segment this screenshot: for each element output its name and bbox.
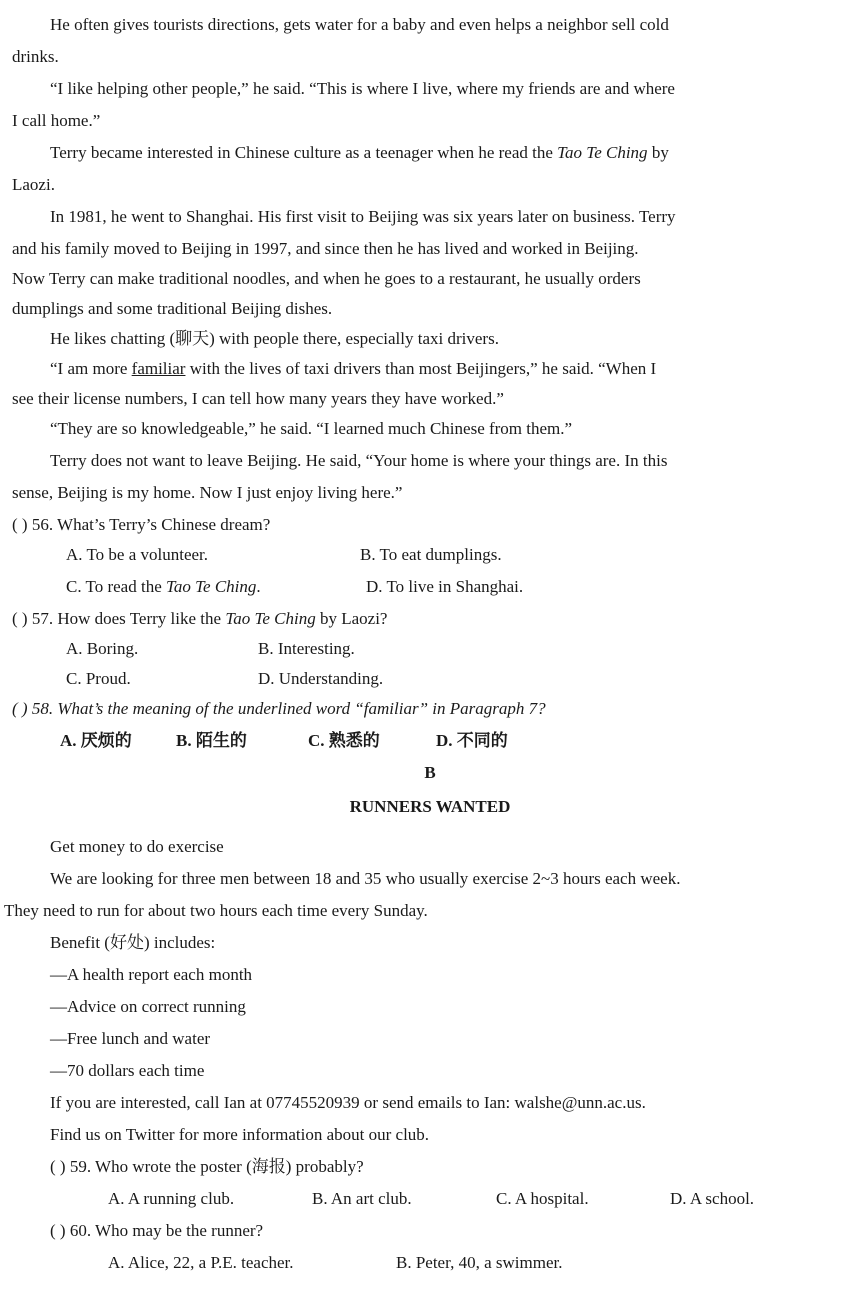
poster-line: If you are interested, call Ian at 07745520939 or send emails to Ian: walshe@unn.ac.us.: [50, 1093, 646, 1112]
passage-line: sense, Beijing is my home. Now I just enjoy living here.”: [12, 483, 403, 502]
question-58: [12, 698, 546, 720]
passage-line: He likes chatting (聊天) with people there, especially taxi drivers.: [50, 329, 499, 348]
option-b[interactable]: B. 陌生的: [176, 731, 247, 750]
poster-line: Find us on Twitter for more information about our club.: [50, 1125, 430, 1144]
passage-line: He often gives tourists directions, gets water for a baby and even helps a neighbor sell cold: [50, 15, 669, 34]
poster-line: We are looking for three men between 18 and 35 who usually exercise 2~3 hours each week.: [50, 869, 681, 888]
passage-line: “They are so knowledgeable,” he said. “I learned much Chinese from them.”: [50, 419, 573, 438]
option-d[interactable]: D. Understanding.: [258, 669, 384, 688]
answer-blank[interactable]: ( ) 57.: [12, 609, 54, 628]
answer-blank[interactable]: ( ) 60.: [50, 1221, 92, 1240]
section-letter: B: [424, 763, 436, 782]
passage-line: Now Terry can make traditional noodles, and when he goes to a restaurant, he usually orders: [12, 269, 641, 288]
book-title: Tao Te Ching: [557, 143, 648, 162]
question-text: How does Terry like the: [57, 609, 226, 628]
book-title: Tao Te Ching: [166, 577, 257, 596]
passage-line: and his family moved to Beijing in 1997, and since then he has lived and worked in Beijing.: [12, 239, 639, 258]
passage-line: see their license numbers, I can tell how many years they have worked.”: [12, 389, 504, 408]
option-c[interactable]: C. 熟悉的: [308, 731, 380, 750]
passage-line: [50, 358, 656, 380]
poster-line: They need to run for about two hours each time every Sunday.: [4, 901, 428, 920]
poster-line: Benefit (好处) includes:: [50, 933, 216, 952]
section-title: RUNNERS WANTED: [349, 797, 511, 816]
option-b[interactable]: B. An art club.: [312, 1189, 412, 1208]
text-segment: by: [647, 143, 669, 162]
passage-line: In 1981, he went to Shanghai. His first visit to Beijing was six years later on business. Terry: [50, 207, 676, 226]
question-text: by Laozi?: [315, 609, 388, 628]
passage-line: I call home.”: [12, 111, 101, 130]
option-a[interactable]: A. Boring.: [66, 639, 139, 658]
question-59: [50, 1156, 364, 1178]
underlined-word: familiar: [131, 359, 186, 378]
answer-blank[interactable]: ( ) 56.: [12, 515, 54, 534]
benefit-item: —Free lunch and water: [50, 1029, 211, 1048]
answer-blank[interactable]: ( ) 59.: [50, 1157, 92, 1176]
option-a[interactable]: A. A running club.: [108, 1189, 235, 1208]
option-b[interactable]: B. To eat dumplings.: [360, 545, 502, 564]
option-c[interactable]: [66, 576, 261, 598]
text-segment: C. To read the: [66, 577, 166, 596]
text-segment: with the lives of taxi drivers than most Beijingers,” he said. “When I: [185, 359, 657, 378]
question-text: Who may be the runner?: [95, 1221, 264, 1240]
passage-line: “I like helping other people,” he said. “This is where I live, where my friends are and where: [50, 79, 675, 98]
question-57: [12, 608, 387, 630]
text-segment: .: [256, 577, 261, 596]
passage-line: drinks.: [12, 47, 59, 66]
passage-line: Laozi.: [12, 175, 55, 194]
option-c[interactable]: C. A hospital.: [496, 1189, 589, 1208]
answer-blank[interactable]: ( ) 58.: [12, 699, 54, 718]
text-segment: Terry became interested in Chinese culture as a teenager when he read the: [50, 143, 558, 162]
benefit-item: —Advice on correct running: [50, 997, 246, 1016]
passage-line: [50, 142, 669, 164]
question-56: [12, 514, 270, 536]
question-text: What’s the meaning of the underlined word “familiar” in Paragraph 7?: [57, 699, 546, 718]
option-a[interactable]: A. Alice, 22, a P.E. teacher.: [108, 1253, 294, 1272]
option-d[interactable]: D. 不同的: [436, 731, 508, 750]
option-a[interactable]: A. To be a volunteer.: [66, 545, 209, 564]
option-d[interactable]: D. To live in Shanghai.: [366, 577, 524, 596]
option-d[interactable]: D. A school.: [670, 1189, 755, 1208]
option-b[interactable]: B. Interesting.: [258, 639, 355, 658]
book-title: Tao Te Ching: [225, 609, 316, 628]
question-60: [50, 1220, 263, 1242]
text-segment: “I am more: [50, 359, 132, 378]
passage-line: dumplings and some traditional Beijing dishes.: [12, 299, 333, 318]
option-c[interactable]: C. Proud.: [66, 669, 131, 688]
question-text: What’s Terry’s Chinese dream?: [57, 515, 271, 534]
option-b[interactable]: B. Peter, 40, a swimmer.: [396, 1253, 563, 1272]
option-a[interactable]: A. 厌烦的: [60, 731, 132, 750]
poster-line: Get money to do exercise: [50, 837, 224, 856]
passage-line: Terry does not want to leave Beijing. He said, “Your home is where your things are. In this: [50, 451, 668, 470]
benefit-item: —A health report each month: [50, 965, 253, 984]
benefit-item: —70 dollars each time: [50, 1061, 205, 1080]
question-text: Who wrote the poster (海报) probably?: [95, 1157, 364, 1176]
